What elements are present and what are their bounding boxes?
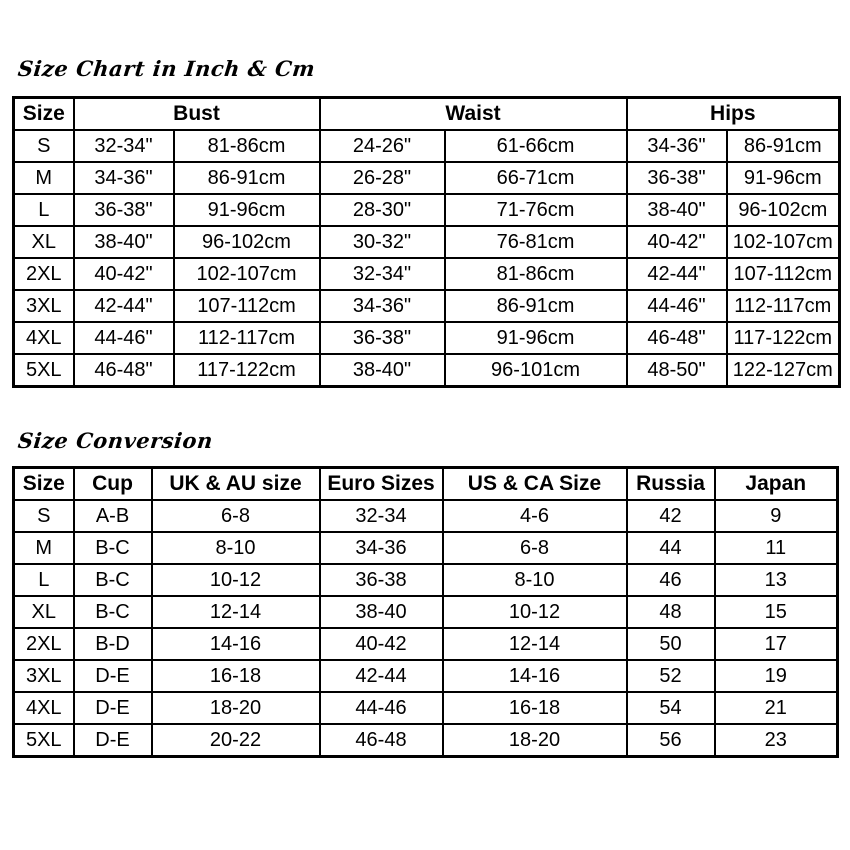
cell-russia: 54 [627, 692, 715, 724]
header-us-ca: US & CA Size [443, 468, 627, 501]
cell-euro: 42-44 [320, 660, 443, 692]
cell-uk_au: 6-8 [152, 500, 320, 532]
cell-euro: 36-38 [320, 564, 443, 596]
cell-size: S [14, 130, 74, 162]
cell-waist_in: 38-40" [320, 354, 445, 387]
header-hips: Hips [627, 98, 840, 131]
cell-cup: B-C [74, 596, 152, 628]
cell-size: 3XL [14, 290, 74, 322]
cell-size: M [14, 162, 74, 194]
cell-waist_in: 26-28" [320, 162, 445, 194]
cell-hips_cm: 96-102cm [727, 194, 840, 226]
cell-waist_cm: 81-86cm [445, 258, 627, 290]
cell-hips_cm: 117-122cm [727, 322, 840, 354]
cell-hips_in: 34-36" [627, 130, 727, 162]
cell-size: 5XL [14, 354, 74, 387]
cell-hips_cm: 112-117cm [727, 290, 840, 322]
cell-russia: 52 [627, 660, 715, 692]
cell-uk_au: 14-16 [152, 628, 320, 660]
cell-size: L [14, 564, 74, 596]
cell-euro: 44-46 [320, 692, 443, 724]
cell-us_ca: 8-10 [443, 564, 627, 596]
cell-bust_in: 32-34" [74, 130, 174, 162]
cell-bust_in: 38-40" [74, 226, 174, 258]
measurements-title: Size Chart in Inch & Cm [16, 56, 317, 81]
cell-japan: 21 [715, 692, 838, 724]
table-row [14, 322, 840, 354]
cell-waist_cm: 61-66cm [445, 130, 627, 162]
cell-euro: 32-34 [320, 500, 443, 532]
cell-us_ca: 18-20 [443, 724, 627, 757]
cell-bust_cm: 102-107cm [174, 258, 320, 290]
cell-us_ca: 16-18 [443, 692, 627, 724]
cell-size: XL [14, 596, 74, 628]
table-row [14, 226, 840, 258]
cell-cup: B-C [74, 532, 152, 564]
table-row [14, 660, 838, 692]
table-row [14, 596, 838, 628]
table-row [14, 692, 838, 724]
cell-japan: 19 [715, 660, 838, 692]
cell-russia: 46 [627, 564, 715, 596]
cell-waist_cm: 86-91cm [445, 290, 627, 322]
conversion-table [12, 466, 839, 758]
cell-japan: 13 [715, 564, 838, 596]
cell-waist_cm: 66-71cm [445, 162, 627, 194]
cell-size: S [14, 500, 74, 532]
cell-us_ca: 4-6 [443, 500, 627, 532]
cell-hips_in: 48-50" [627, 354, 727, 387]
cell-size: 3XL [14, 660, 74, 692]
header-bust: Bust [74, 98, 320, 131]
cell-russia: 44 [627, 532, 715, 564]
cell-waist_cm: 91-96cm [445, 322, 627, 354]
cell-russia: 50 [627, 628, 715, 660]
cell-bust_in: 46-48" [74, 354, 174, 387]
cell-japan: 11 [715, 532, 838, 564]
cell-bust_cm: 107-112cm [174, 290, 320, 322]
table-row [14, 628, 838, 660]
cell-hips_in: 44-46" [627, 290, 727, 322]
cell-hips_in: 46-48" [627, 322, 727, 354]
header-japan: Japan [715, 468, 838, 501]
table-row [14, 532, 838, 564]
header-size: Size [14, 468, 74, 501]
cell-uk_au: 16-18 [152, 660, 320, 692]
cell-bust_in: 36-38" [74, 194, 174, 226]
cell-bust_in: 34-36" [74, 162, 174, 194]
cell-bust_cm: 96-102cm [174, 226, 320, 258]
header-euro: Euro Sizes [320, 468, 443, 501]
cell-bust_in: 40-42" [74, 258, 174, 290]
header-cup: Cup [74, 468, 152, 501]
cell-russia: 56 [627, 724, 715, 757]
cell-waist_in: 32-34" [320, 258, 445, 290]
table-row [14, 290, 840, 322]
cell-japan: 9 [715, 500, 838, 532]
cell-bust_in: 42-44" [74, 290, 174, 322]
header-uk-au: UK & AU size [152, 468, 320, 501]
cell-size: L [14, 194, 74, 226]
cell-hips_in: 38-40" [627, 194, 727, 226]
header-waist: Waist [320, 98, 627, 131]
cell-hips_cm: 107-112cm [727, 258, 840, 290]
cell-hips_cm: 102-107cm [727, 226, 840, 258]
conversion-header-row [14, 468, 838, 501]
cell-size: 2XL [14, 628, 74, 660]
cell-euro: 38-40 [320, 596, 443, 628]
cell-size: 2XL [14, 258, 74, 290]
cell-waist_cm: 96-101cm [445, 354, 627, 387]
cell-uk_au: 8-10 [152, 532, 320, 564]
table-row [14, 354, 840, 387]
cell-cup: B-D [74, 628, 152, 660]
cell-uk_au: 10-12 [152, 564, 320, 596]
cell-hips_in: 36-38" [627, 162, 727, 194]
measurements-table [12, 96, 841, 388]
cell-japan: 17 [715, 628, 838, 660]
table-row [14, 130, 840, 162]
cell-japan: 15 [715, 596, 838, 628]
cell-euro: 46-48 [320, 724, 443, 757]
cell-waist_cm: 71-76cm [445, 194, 627, 226]
cell-russia: 48 [627, 596, 715, 628]
cell-japan: 23 [715, 724, 838, 757]
cell-hips_cm: 86-91cm [727, 130, 840, 162]
cell-bust_cm: 117-122cm [174, 354, 320, 387]
cell-waist_in: 30-32" [320, 226, 445, 258]
header-size: Size [14, 98, 74, 131]
cell-waist_cm: 76-81cm [445, 226, 627, 258]
cell-us_ca: 14-16 [443, 660, 627, 692]
conversion-title: Size Conversion [16, 428, 215, 453]
cell-bust_cm: 86-91cm [174, 162, 320, 194]
cell-size: 4XL [14, 322, 74, 354]
cell-size: XL [14, 226, 74, 258]
cell-bust_in: 44-46" [74, 322, 174, 354]
header-russia: Russia [627, 468, 715, 501]
cell-waist_in: 28-30" [320, 194, 445, 226]
cell-waist_in: 36-38" [320, 322, 445, 354]
cell-uk_au: 20-22 [152, 724, 320, 757]
cell-uk_au: 12-14 [152, 596, 320, 628]
cell-hips_cm: 91-96cm [727, 162, 840, 194]
cell-hips_cm: 122-127cm [727, 354, 840, 387]
cell-bust_cm: 91-96cm [174, 194, 320, 226]
cell-bust_cm: 81-86cm [174, 130, 320, 162]
table-row [14, 194, 840, 226]
cell-us_ca: 10-12 [443, 596, 627, 628]
table-row [14, 162, 840, 194]
cell-size: 5XL [14, 724, 74, 757]
table-row [14, 258, 840, 290]
cell-us_ca: 6-8 [443, 532, 627, 564]
cell-size: M [14, 532, 74, 564]
measurements-header-row [14, 98, 840, 131]
cell-russia: 42 [627, 500, 715, 532]
cell-euro: 34-36 [320, 532, 443, 564]
cell-cup: B-C [74, 564, 152, 596]
table-row [14, 724, 838, 757]
cell-cup: D-E [74, 660, 152, 692]
cell-euro: 40-42 [320, 628, 443, 660]
cell-hips_in: 42-44" [627, 258, 727, 290]
cell-hips_in: 40-42" [627, 226, 727, 258]
table-row [14, 564, 838, 596]
cell-size: 4XL [14, 692, 74, 724]
cell-cup: A-B [74, 500, 152, 532]
cell-us_ca: 12-14 [443, 628, 627, 660]
cell-uk_au: 18-20 [152, 692, 320, 724]
cell-bust_cm: 112-117cm [174, 322, 320, 354]
cell-waist_in: 34-36" [320, 290, 445, 322]
cell-cup: D-E [74, 724, 152, 757]
cell-waist_in: 24-26" [320, 130, 445, 162]
cell-cup: D-E [74, 692, 152, 724]
table-row [14, 500, 838, 532]
